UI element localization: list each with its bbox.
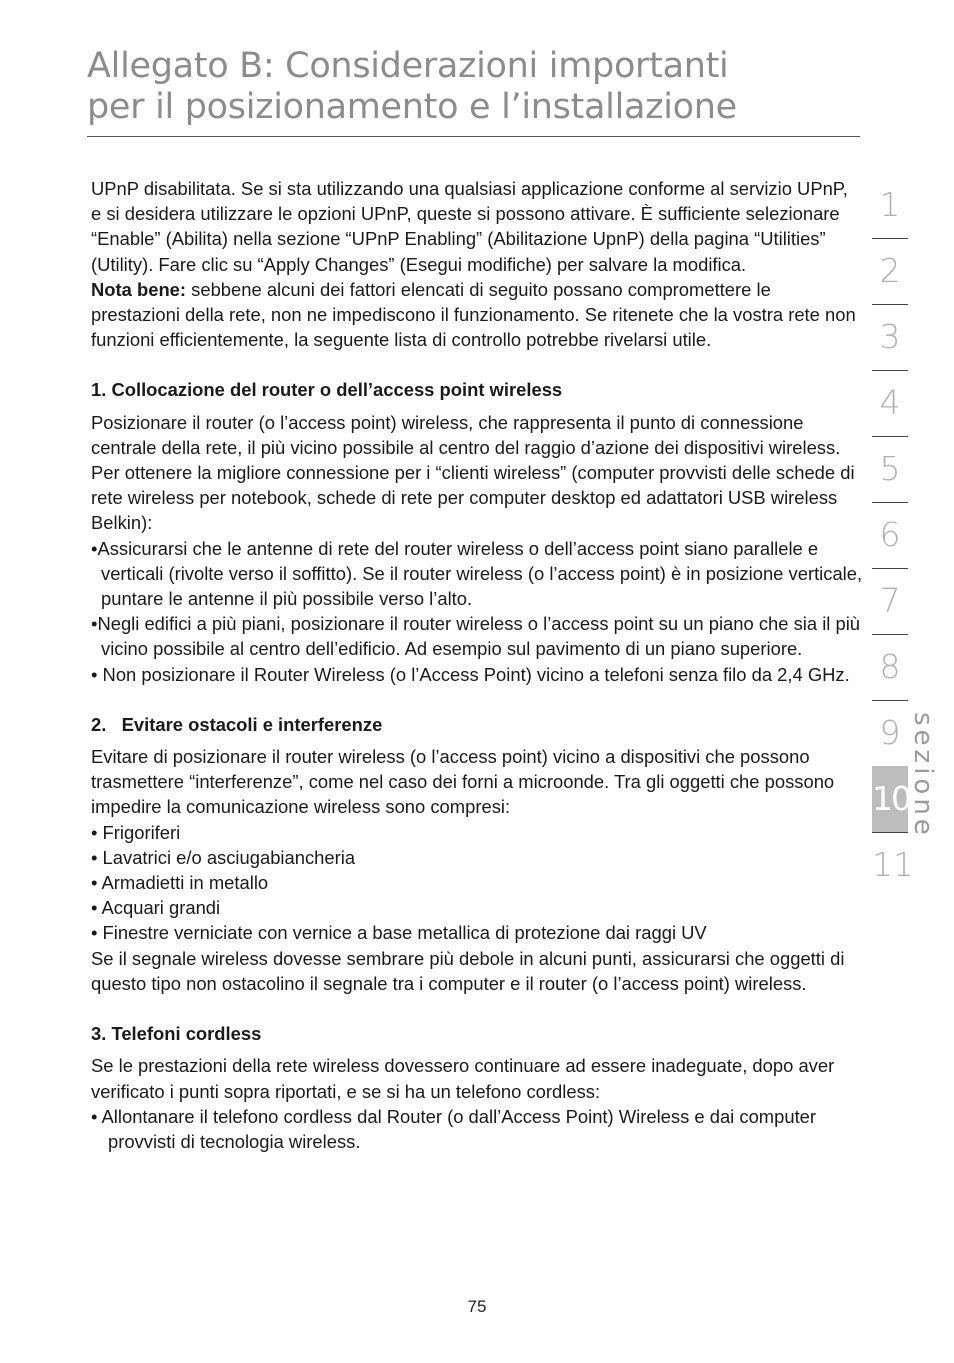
page-title-line-2: per il posizionamento e l’installazione (87, 87, 737, 127)
note-text: sebbene alcuni dei fattori elencati di seguito possano compromettere le prestazioni della rete, non ne impediscono il funzionamento. Se ritenete che la vostra rete non funzioni efficientemente, la seguente lista di controllo potrebbe rivelarsi utile. (91, 278, 856, 351)
section-nav-item-1: 1 (879, 185, 901, 224)
section-nav-item-6: 6 (879, 515, 901, 554)
section-nav-item-7: 7 (879, 581, 901, 620)
title-divider (87, 136, 860, 137)
section-2-bullet: • Finestre verniciate con vernice a base metallica di protezione dai raggi UV (91, 922, 707, 944)
section-1-heading: 1. Collocazione del router o dell’access point wireless (91, 379, 563, 401)
section-1-bullet: •Negli edifici a più piani, posizionare il router wireless o l’access point su un piano che sia il più vicino possibile al centro dell’edificio. Ad esempio sul pavimento di un piano superiore. (91, 613, 861, 660)
section-2-heading: 2. Evitare ostacoli e interferenze (91, 713, 383, 735)
section-3-heading: 3. Telefoni cordless (91, 1023, 262, 1045)
note-paragraph (91, 277, 863, 353)
section-nav-item-9: 9 (879, 713, 901, 752)
page-title-line-1: Allegato B: Considerazioni importanti (87, 46, 729, 86)
section-nav-item-5: 5 (879, 449, 901, 488)
section-nav-item-10-active: 10 (872, 766, 908, 832)
page-number: 75 (467, 1297, 487, 1316)
section-nav-item-2: 2 (879, 251, 901, 290)
page-title (87, 46, 867, 128)
section-label-text: sezione (908, 712, 938, 839)
section-1-bullet: • Non posizionare il Router Wireless (o l’Access Point) vicino a telefoni senza filo da 2,4 GHz. (91, 663, 850, 685)
intro-paragraph: UPnP disabilitata. Se si sta utilizzando una qualsiasi applicazione conforme al servizio UPnP, e si desidera utilizzare le opzioni UPnP, queste si possono attivare. È sufficiente selezionare “Enable” (Abilita) nella sezione “UPnP Enabling” (Abilitazione UpnP) della pagina “Utilities” (Utility). Fare clic su “Apply Changes” (Esegui modifiche) per salvare la modifica. (91, 178, 848, 275)
section-1-paragraph-2: Per ottenere la migliore connessione per i “clienti wireless” (computer provvisti delle schede di rete wireless per notebook, schede di rete per computer desktop ed adattatori USB wireless Belkin): (91, 462, 855, 534)
section-2-bullet: • Lavatrici e/o asciugabiancheria (91, 846, 356, 868)
section-3-paragraph-1: Se le prestazioni della rete wireless dovessero continuare ad essere inadeguate, dopo aver verificato i punti sopra riportati, e se si ha un telefono cordless: (91, 1055, 835, 1102)
section-nav-item-11: 11 (872, 845, 914, 884)
section-2-bullet: • Frigoriferi (91, 821, 181, 843)
note-label: Nota bene: (91, 278, 187, 300)
main-content (91, 176, 863, 1154)
section-label (908, 712, 940, 852)
section-2-paragraph-2: Se il segnale wireless dovesse sembrare più debole in alcuni punti, assicurarsi che oggetti di questo tipo non ostacolino il segnale tra i computer e il router (o l’access point) wireless. (91, 947, 845, 994)
section-2-paragraph-1: Evitare di posizionare il router wireless (o l’access point) vicino a dispositivi che possono trasmettere “interferenze”, come nel caso dei forni a microonde. Tra gli oggetti che possono impedire la comunicazione wireless sono compresi: (91, 746, 835, 818)
section-1-paragraph-1: Posizionare il router (o l’access point) wireless, che rappresenta il punto di connessione centrale della rete, il più vicino possibile al centro del raggio d’azione dei dispositivi wireless. (91, 411, 841, 458)
section-nav-item-8: 8 (879, 647, 901, 686)
section-1-bullet: •Assicurarsi che le antenne di rete del router wireless o dell’access point siano parallele e verticali (rivolte verso il soffitto). Se il router wireless (o l’access point) è in posizione verticale, puntare le antenne il più possibile verso l’alto. (91, 537, 863, 610)
section-3-bullet: • Allontanare il telefono cordless dal Router (o dall’Access Point) Wireless e dai computer provvisti di tecnologia wireless. (91, 1105, 817, 1152)
section-nav-item-3: 3 (879, 317, 901, 356)
section-nav-item-4: 4 (879, 383, 901, 422)
section-2-bullet: • Acquari grandi (91, 897, 221, 919)
section-2-bullet: • Armadietti in metallo (91, 872, 269, 894)
